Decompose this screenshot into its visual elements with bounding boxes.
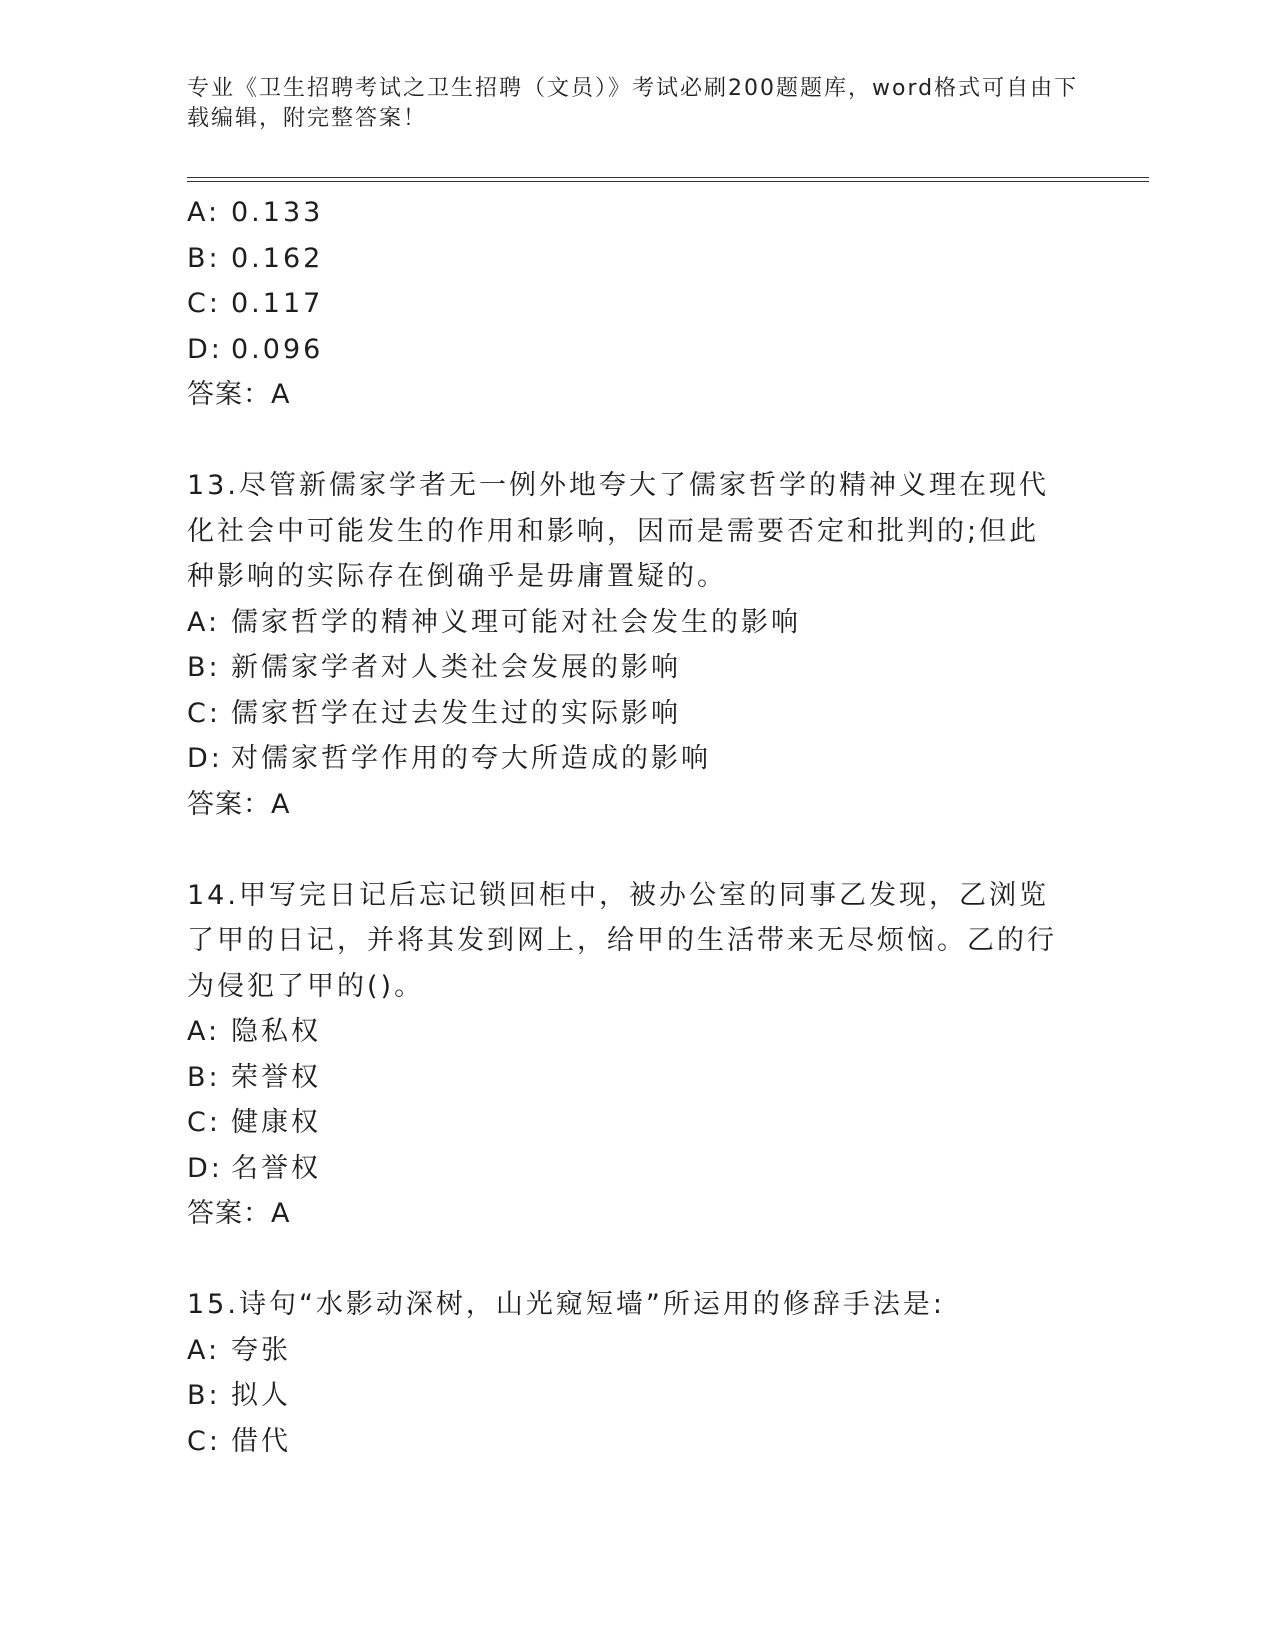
option-d xyxy=(187,327,1087,373)
question-13 xyxy=(187,463,1087,827)
option-text: 夸张 xyxy=(231,1334,291,1366)
option-letter: B: xyxy=(187,652,221,683)
option-letter: A: xyxy=(187,1016,221,1047)
answer-line: 答案：A xyxy=(187,379,291,410)
option-letter: B: xyxy=(187,1061,221,1093)
question-12 xyxy=(187,190,1087,418)
option-c xyxy=(187,1419,1087,1465)
option-letter: A: xyxy=(187,1334,221,1366)
option-c xyxy=(187,691,1087,737)
option-text: 隐私权 xyxy=(231,1016,321,1047)
option-text: 0.133 xyxy=(231,197,324,228)
option-letter: C: xyxy=(187,288,221,319)
option-letter: A: xyxy=(187,606,221,638)
option-text: 0.096 xyxy=(231,333,324,365)
option-text: 0.117 xyxy=(231,288,324,319)
option-c xyxy=(187,281,1087,327)
option-letter: B: xyxy=(187,1380,221,1411)
option-text: 儒家哲学在过去发生过的实际影响 xyxy=(231,697,681,729)
option-letter: C: xyxy=(187,697,221,729)
option-text: 新儒家学者对人类社会发展的影响 xyxy=(231,652,681,683)
question-stem: 15.诗句“水影动深树，山光窥短墙”所运用的修辞手法是: xyxy=(187,1289,946,1320)
option-letter: D: xyxy=(187,333,223,365)
spacer xyxy=(187,418,1087,464)
option-letter: B: xyxy=(187,242,221,274)
option-text: 借代 xyxy=(231,1425,291,1457)
document-header xyxy=(187,74,1087,134)
option-a xyxy=(187,1328,1087,1374)
option-text: 名誉权 xyxy=(231,1152,321,1184)
answer-line: 答案：A xyxy=(187,1198,291,1229)
option-b xyxy=(187,1055,1087,1101)
question-14 xyxy=(187,873,1087,1237)
spacer xyxy=(187,1237,1087,1283)
option-text: 0.162 xyxy=(231,242,324,274)
option-text: 健康权 xyxy=(231,1107,321,1138)
option-letter: A: xyxy=(187,197,221,228)
question-15 xyxy=(187,1282,1087,1464)
header-divider xyxy=(187,177,1149,182)
option-a xyxy=(187,190,1087,236)
question-stem: 13.尽管新儒家学者无一例外地夸大了儒家哲学的精神义理在现代化社会中可能发生的作用和影响，因而是需要否定和批判的;但此种影响的实际存在倒确乎是毋庸置疑的。 xyxy=(187,470,1049,592)
header-title: 专业《卫生招聘考试之卫生招聘（文员）》考试必刷200题题库，word格式可自由下载编辑，附完整答案！ xyxy=(187,76,1079,131)
option-text: 儒家哲学的精神义理可能对社会发生的影响 xyxy=(231,606,801,638)
option-text: 荣誉权 xyxy=(231,1061,321,1093)
answer-line: 答案：A xyxy=(187,788,291,820)
option-a xyxy=(187,1009,1087,1055)
option-b xyxy=(187,1373,1087,1419)
option-b xyxy=(187,645,1087,691)
option-c xyxy=(187,1100,1087,1146)
question-list xyxy=(187,190,1087,1464)
option-letter: C: xyxy=(187,1107,221,1138)
option-text: 拟人 xyxy=(231,1380,291,1411)
option-d xyxy=(187,736,1087,782)
spacer xyxy=(187,827,1087,873)
option-a xyxy=(187,600,1087,646)
option-letter: D: xyxy=(187,1152,223,1184)
option-text: 对儒家哲学作用的夸大所造成的影响 xyxy=(231,743,711,774)
option-b xyxy=(187,236,1087,282)
option-letter: D: xyxy=(187,743,223,774)
question-stem: 14.甲写完日记后忘记锁回柜中，被办公室的同事乙发现，乙浏览了甲的日记，并将其发到网上，给甲的生活带来无尽烦恼。乙的行为侵犯了甲的()。 xyxy=(187,879,1057,1002)
option-d xyxy=(187,1146,1087,1192)
option-letter: C: xyxy=(187,1425,221,1457)
